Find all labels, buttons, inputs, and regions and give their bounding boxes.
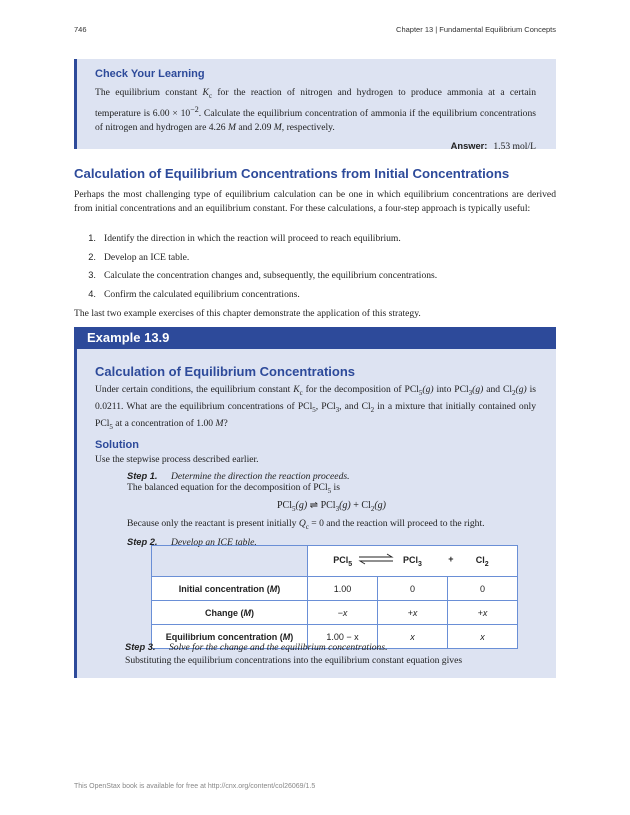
- step-3-text: Substituting the equilibrium concentrations into the equilibrium constant equation gives: [125, 655, 463, 666]
- ice-table: [151, 545, 518, 649]
- table-row: Equilibrium concentration (M) 1.00 − x x x: [152, 625, 518, 649]
- ice-header-pcl5: PCl$_5$: [308, 546, 378, 577]
- footer-text: This OpenStax book is available for free at http://cnx.org/content/col26069/1.5: [74, 783, 316, 790]
- answer-value: 1.53 mol/L: [493, 141, 536, 153]
- list-item: 2. Develop an ICE table.: [88, 251, 190, 263]
- step-1-text: The balanced equation for the decomposition of PCl$_5$ is: [127, 481, 340, 495]
- check-your-learning-title: Check Your Learning: [95, 68, 205, 80]
- section-intro: Perhaps the most challenging type of equilibrium calculation can be one in which equilibrium concentrations are derived from initial concentrations and an equilibrium constant. For these calculations, a four-step approach is typically useful:: [74, 189, 556, 214]
- step-3-label: Step 3.: [125, 642, 156, 652]
- page-number: 746: [74, 25, 87, 34]
- step-1-label: Step 1.: [127, 470, 158, 481]
- step-3: [125, 642, 545, 666]
- table-row: Initial concentration (M) 1.00 0 0: [152, 577, 518, 601]
- table-row: Change (M) −x +x +x: [152, 601, 518, 625]
- chapter-header: Chapter 13 | Fundamental Equilibrium Concepts: [396, 25, 556, 34]
- list-item: 3. Calculate the concentration changes and, subsequently, the equilibrium concentrations.: [88, 270, 438, 281]
- ice-header-cl2: $Cl_2$: [448, 546, 518, 577]
- example-title: Calculation of Equilibrium Concentrations: [95, 364, 356, 379]
- equilibrium-arrow-icon: [358, 553, 394, 565]
- example-label: Example 13.9: [77, 327, 556, 349]
- approach-steps-list: [74, 233, 556, 307]
- example-question: Under certain conditions, the equilibrium constant $K_c$ for the decomposition of PCl$_5$(g) into PCl$_3$(g) and $Cl_2(g)$ is 0.0211. What are the equilibrium concentrations of PCl$_5$, PCl$_3$, and $Cl_2$ in a mixture that initially contained only PCl$_5$ at a concentration of 1.00 M?: [95, 384, 537, 431]
- decomposition-equation: PCl$_5$(g) ⇌ $PCl_3(g) + Cl_2(g)$: [276, 499, 387, 513]
- ice-header-pcl3: PCl$_3$ +: [378, 546, 448, 577]
- list-item: 1. Identify the direction in which the reaction will proceed to reach equilibrium.: [88, 233, 401, 244]
- step-2-title: Develop an ICE table.: [171, 536, 257, 548]
- step-1-after: Because only the reactant is present initially $Q_c = 0$ and the reaction will proceed to the right.: [127, 517, 485, 531]
- list-item: 4. Confirm the calculated equilibrium concentrations.: [88, 288, 300, 300]
- answer-line: [95, 141, 536, 152]
- step-1: [127, 471, 536, 548]
- step-3-title: Solve for the change and the equilibrium concentrations.: [169, 642, 388, 653]
- check-your-learning-box: [74, 59, 556, 153]
- solution-title: Solution: [95, 438, 139, 451]
- answer-label: Answer:: [450, 141, 488, 152]
- solution-intro: Use the stepwise process described earlier.: [95, 453, 259, 465]
- step-1-title: Determine the direction the reaction proceeds.: [171, 470, 350, 482]
- ice-header-plus: +: [448, 554, 454, 564]
- section-title: Calculation of Equilibrium Concentrations from Initial Concentrations: [74, 166, 510, 181]
- step-2-label: Step 2.: [127, 536, 158, 547]
- section-after-text: The last two example exercises of this chapter demonstrate the application of this strategy.: [74, 308, 421, 319]
- check-your-learning-text: The equilibrium constant $K_c$ for the reaction of nitrogen and hydrogen to produce ammonia at a certain temperature is $6.00 \times 10^{-2}$. Calculate the equilibrium concentration of ammonia if the equilibrium concentrations of nitrogen and hydrogen are 4.26 M and 2.09 M, respectively.: [95, 87, 536, 134]
